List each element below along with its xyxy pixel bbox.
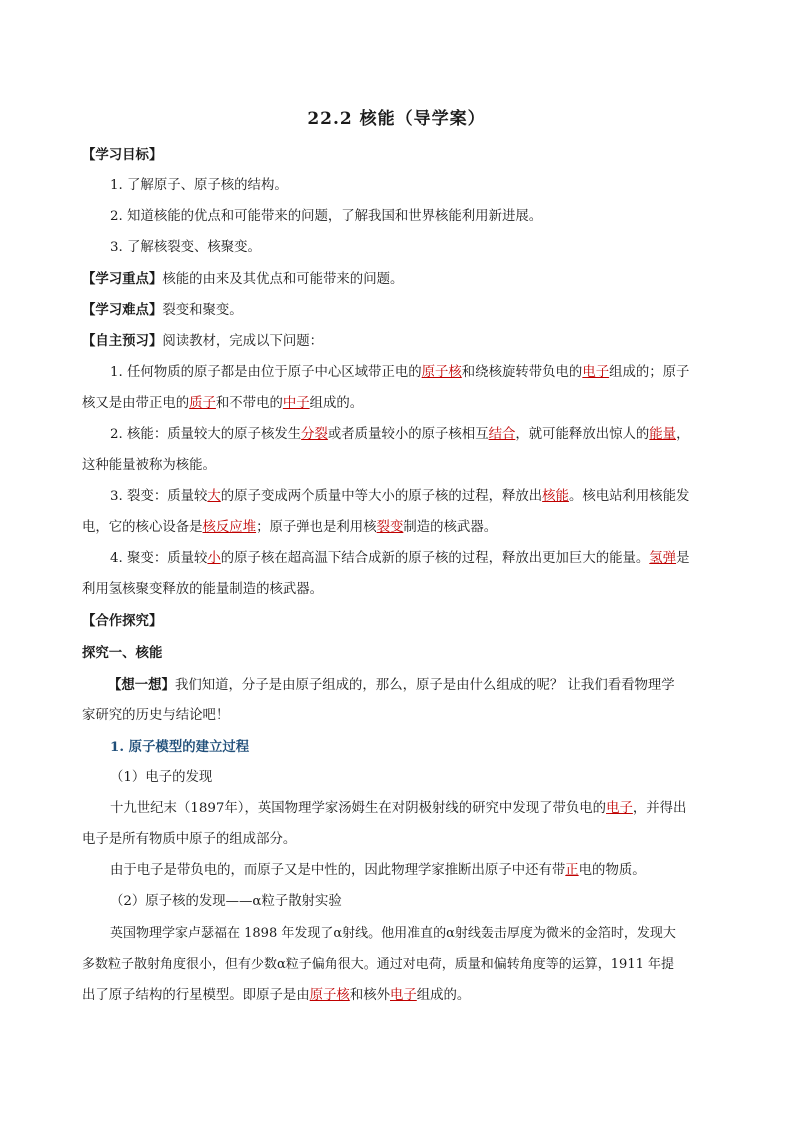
q1-text: 核又是由带正电的 (82, 396, 190, 411)
answer-electron: 电子 (606, 801, 633, 816)
preview-q3-line1 (110, 487, 712, 507)
q4-answer-small: 小 (207, 551, 221, 566)
preview-header: 【自主预习】 (82, 333, 163, 349)
q3-answer-fission: 裂变 (376, 520, 404, 535)
q1-text: 组成的。 (309, 396, 364, 411)
think-text: 我们知道，分子是由原子组成的，那么，原子是由什么组成的呢？ 让我们看看物理学 (174, 678, 675, 693)
para2-line (110, 861, 712, 881)
para1-line1 (110, 799, 712, 819)
q3-answer-reactor: 核反应堆 (202, 520, 257, 535)
q3-text: 3. 裂变：质量较 (110, 489, 208, 504)
q1-text: 1. 任何物质的原子都是由位于原子中心区域带正电的 (110, 365, 422, 380)
answer-positive: 正 (565, 863, 579, 878)
q1-text: 和不带电的 (215, 396, 283, 411)
q2-text: 或者质量较小的原子核相互 (327, 427, 489, 442)
q4-answer-h-bomb: 氢弹 (649, 551, 677, 566)
q3-text: ；原子弹也是利用核 (256, 520, 377, 535)
q2-answer-combine: 结合 (488, 427, 516, 442)
goals-header: 【学习目标】 (82, 147, 163, 163)
para3-line1: 英国物理学家卢瑟福在 1898 年发现了α射线。他用准直的α射线轰击厚度为微米的金箔时，发现大 (110, 926, 676, 941)
think-label: 【想一想】 (108, 677, 175, 693)
q2-text: ，就可能释放出惊人的 (515, 427, 650, 442)
q4-text: 4. 聚变：质量较 (110, 551, 208, 566)
preview-q2-line2: 这种能量被称为核能。 (82, 458, 216, 473)
nucleus-discovery-heading: （2）原子核的发现——α粒子散射实验 (110, 894, 342, 909)
para-text: 由于电子是带负电的，而原子又是中性的，因此物理学家推断出原子中还有带 (110, 863, 566, 878)
q1-answer-neutron: 中子 (282, 396, 310, 411)
para1-line2: 电子是所有物质中原子的组成部分。 (82, 832, 297, 847)
key-points-header: 【学习重点】 (82, 271, 163, 287)
preview-q1-line2 (82, 394, 712, 414)
q1-answer-electron: 电子 (582, 365, 610, 380)
q2-answer-split: 分裂 (301, 427, 328, 442)
q2-answer-energy: 能量 (649, 427, 677, 442)
explore-one-heading: 探究一、核能 (82, 645, 163, 661)
preview-intro: 阅读教材，完成以下问题： (162, 334, 324, 349)
para-text: 电的物质。 (578, 863, 646, 878)
q3-text: 的原子变成两个质量中等大小的原子核的过程，释放出 (220, 489, 543, 504)
para-text: 组成的。 (416, 988, 471, 1003)
q1-text: 组成的；原子 (609, 365, 690, 380)
cooperate-header: 【合作探究】 (82, 613, 163, 629)
difficulty-text: 裂变和聚变。 (162, 303, 243, 318)
para3-line2: 多数粒子散射角度很小，但有少数α粒子偏角很大。通过对电荷，质量和偏转角度等的运算，1911 年提 (82, 957, 674, 972)
preview-q3-line2 (82, 518, 712, 538)
q2-text: 2. 核能：质量较大的原子核发生 (110, 427, 302, 442)
goal-item-2: 2. 知道核能的优点和可能带来的问题，了解我国和世界核能利用新进展。 (110, 209, 543, 224)
preview-q4-line1 (110, 549, 712, 569)
preview-q1-line1 (110, 363, 712, 383)
goal-item-1: 1. 了解原子、原子核的结构。 (110, 178, 288, 193)
para-text: 和核外 (349, 988, 390, 1003)
preview-line (82, 331, 712, 352)
q4-text: 的原子核在超高温下结合成新的原子核的过程，释放出更加巨大的能量。 (220, 551, 650, 566)
difficulty-header: 【学习难点】 (82, 302, 163, 318)
q3-text: 。核电站利用核能发 (568, 489, 690, 504)
q1-text: 和绕核旋转带负电的 (461, 365, 583, 380)
difficulty-line (82, 300, 712, 321)
preview-q2-line1 (110, 425, 712, 445)
q3-text: 电，它的核心设备是 (82, 520, 203, 535)
answer-nucleus: 原子核 (309, 988, 350, 1003)
q4-text: 是 (676, 551, 690, 566)
atom-model-heading: 1. 原子模型的建立过程 (110, 739, 250, 755)
q1-answer-nucleus: 原子核 (421, 365, 462, 380)
q3-answer-large: 大 (207, 489, 221, 504)
answer-electron: 电子 (389, 988, 417, 1003)
think-line2: 家研究的历史与结论吧！ (82, 708, 230, 723)
q2-text: ， (676, 427, 690, 442)
page-title: 22.2 核能（导学案） (307, 109, 486, 129)
preview-q4-line2: 利用氢核聚变释放的能量制造的核武器。 (82, 582, 324, 597)
q1-answer-proton: 质子 (189, 396, 216, 411)
para-text: 出了原子结构的行星模型。即原子是由 (82, 988, 310, 1003)
para3-line3 (82, 986, 712, 1006)
goal-item-3: 3. 了解核裂变、核聚变。 (110, 240, 261, 255)
electron-discovery-heading: （1）电子的发现 (110, 770, 213, 785)
para-text: 十九世纪末（1897年），英国物理学家汤姆生在对阴极射线的研究中发现了带负电的 (110, 801, 607, 816)
key-points-text: 核能的由来及其优点和可能带来的问题。 (162, 272, 404, 287)
q3-text: 制造的核武器。 (403, 520, 498, 535)
q3-answer-nuclear-energy: 核能 (542, 489, 569, 504)
think-line1 (108, 675, 712, 696)
key-points-line (82, 269, 712, 290)
para-text: ，并得出 (632, 801, 687, 816)
